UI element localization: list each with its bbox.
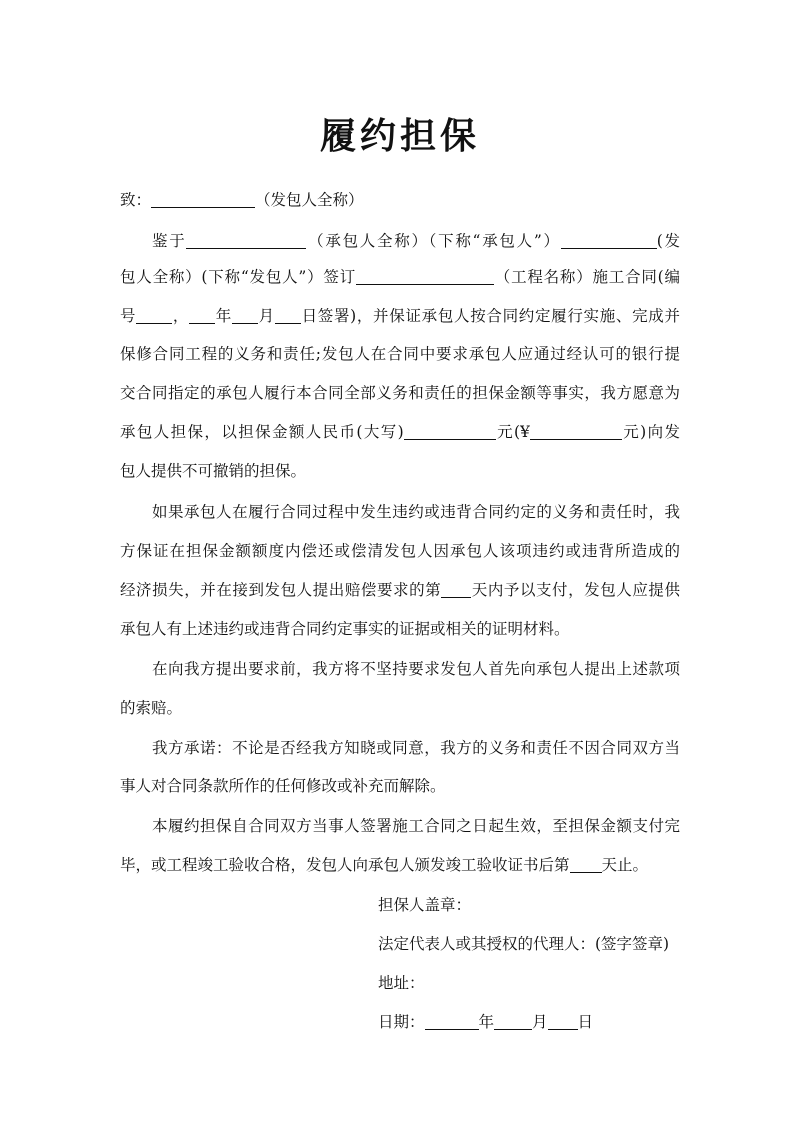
- date-month-label: 月: [532, 1013, 548, 1031]
- salutation-suffix: （发包人全称）: [255, 191, 364, 209]
- salutation-line: [120, 188, 680, 210]
- blank-expiry-days: [570, 857, 602, 874]
- legal-representative-label: 法定代表人或其授权的代理人：(签字签章): [378, 935, 670, 953]
- blank-employer-name-2: [561, 233, 657, 250]
- p2-text: 经济损失，并在接到发包人提出赔偿要求的第: [120, 581, 442, 599]
- p3-line-2: 的索赔。: [120, 699, 183, 717]
- blank-amount-words: [404, 424, 496, 441]
- address-label: 地址：: [378, 974, 425, 992]
- p1-text: 包人全称）(下称“发包人”）签订: [120, 268, 356, 286]
- p2-line-2: 方保证在担保金额额度内偿还或偿清发包人因承包人该项违约或违背所造成的: [120, 542, 680, 560]
- p3-line-1: 在向我方提出要求前，我方将不坚持要求发包人首先向承包人提出上述款项: [152, 660, 680, 678]
- p2-text: 天内予以支付，发包人应提供: [471, 581, 680, 599]
- document-title: 履约担保: [319, 115, 480, 157]
- date-label: 日期：: [378, 1013, 425, 1031]
- date-day-label: 日: [577, 1013, 594, 1031]
- p1-text: ，: [172, 307, 190, 325]
- p1-line-1: [152, 229, 680, 251]
- blank-day: [275, 308, 301, 325]
- p4-line-2: 事人对合同条款所作的任何修改或补充而解除。: [120, 777, 446, 795]
- p1-line-7: 包人提供不可撤销的担保。: [120, 462, 307, 480]
- date-year-label: 年: [478, 1013, 495, 1031]
- p1-text: (发: [656, 232, 680, 250]
- blank-project-name: [356, 269, 494, 286]
- blank-payment-days: [441, 582, 471, 599]
- p1-text: 元(¥: [495, 423, 530, 441]
- p2-line-1: 如果承包人在履行合同过程中发生违约或违背合同约定的义务和责任时，我: [152, 503, 680, 521]
- p5-line-1: 本履约担保自合同双方当事人签署施工合同之日起生效，至担保金额支付完: [152, 817, 680, 835]
- p1-text: 元)向发: [621, 423, 680, 441]
- p5-line-2: [120, 853, 680, 875]
- guarantor-seal-label: 担保人盖章：: [378, 896, 472, 914]
- p1-line-6: [120, 420, 680, 442]
- p1-line-4: 保修合同工程的义务和责任;发包人在合同中要求承包人应通过经认可的银行提: [120, 345, 680, 363]
- p1-line-2: [120, 265, 680, 287]
- blank-contractor-name: [186, 233, 306, 250]
- p2-line-3: [120, 578, 680, 600]
- p1-text: 年: [215, 307, 232, 325]
- blank-amount-figures: [530, 424, 622, 441]
- p5-text: 毕，或工程竣工验收合格，发包人向承包人颁发竣工验收证书后第: [120, 856, 570, 874]
- salutation-prefix: 致：: [120, 191, 152, 209]
- p2-line-4: 承包人有上述违约或违背合同约定事实的证据或相关的证明材料。: [120, 620, 570, 638]
- p1-text: 月: [257, 307, 275, 325]
- p1-text: 号: [120, 307, 137, 325]
- blank-month: [232, 308, 258, 325]
- blank-sign-day: [548, 1014, 578, 1031]
- p1-text: 承包人担保，以担保金额人民币(大写): [120, 423, 404, 441]
- p1-line-5: 交合同指定的承包人履行本合同全部义务和责任的担保金额等事实，我方愿意为: [120, 384, 680, 402]
- blank-employer-name: [151, 192, 255, 209]
- p1-line-3: [120, 304, 680, 326]
- blank-sign-month: [494, 1014, 532, 1031]
- date-line: [378, 1010, 593, 1032]
- p1-text: 日签署)，并保证承包人按合同约定履行实施、完成并: [300, 307, 680, 325]
- p5-text: 天止。: [601, 856, 649, 874]
- blank-year: [189, 308, 215, 325]
- p1-text: （工程名称）施工合同(编: [494, 268, 680, 286]
- blank-contract-number: [136, 308, 172, 325]
- p1-text: （承包人全称）（下称“承包人”）: [306, 232, 561, 250]
- p1-text: 鉴于: [152, 232, 187, 250]
- p4-line-1: 我方承诺：不论是否经我方知晓或同意，我方的义务和责任不因合同双方当: [152, 739, 680, 757]
- blank-sign-year: [425, 1014, 479, 1031]
